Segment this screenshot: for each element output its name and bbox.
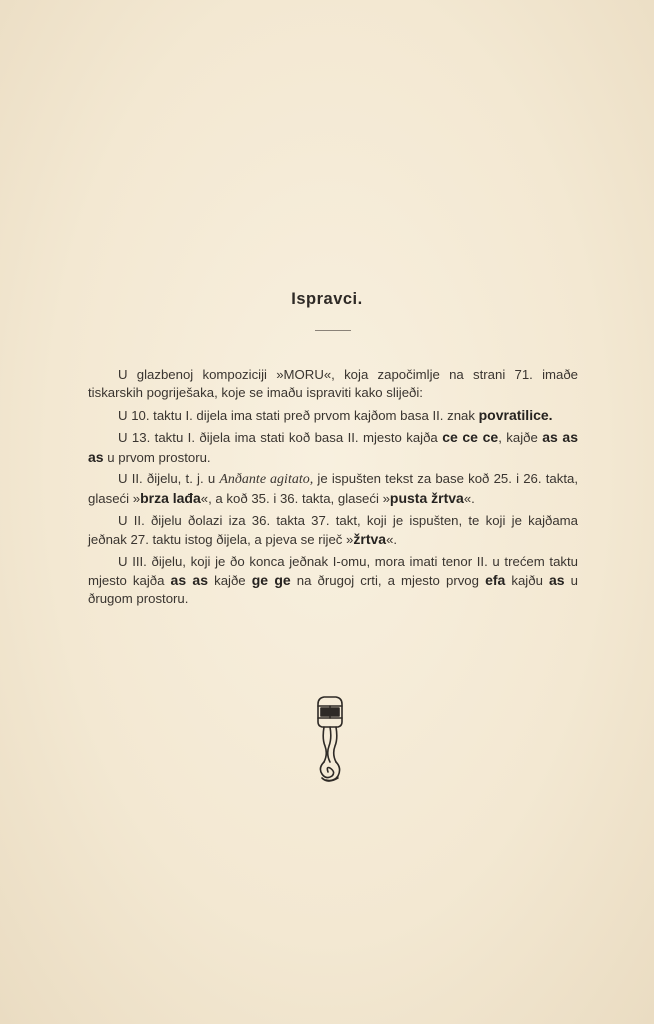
correction-paragraph	[88, 512, 578, 550]
bold-term: as as as	[88, 429, 579, 465]
correction-paragraph	[88, 366, 578, 403]
bold-term: žrtva	[353, 531, 387, 548]
text-run: u ðrugom prostoru.	[88, 573, 578, 607]
text-run: u prvom prostoru.	[103, 449, 211, 465]
title-divider	[315, 330, 351, 331]
text-run: U 13. taktu I. ðijela ima stati koð basa II. mjesto kajða	[118, 430, 443, 446]
bold-term: ge ge	[251, 572, 291, 589]
bold-term: as as	[170, 572, 209, 589]
text-run: na ðrugoj crti, a mjesto prvog	[290, 573, 486, 589]
text-run: «.	[386, 532, 398, 548]
text-run: U glazbenoj kompoziciji »MORU«, koja započimlje na strani 71. imaðe tiskarskih pogriješaka, koje se imaðu ispraviti kako slijeði:	[88, 367, 578, 401]
correction-paragraph	[88, 553, 578, 609]
printer-mark-ornament-icon	[310, 694, 350, 786]
corrections-text	[88, 366, 578, 612]
correction-paragraph	[88, 470, 578, 509]
text-run: U 10. taktu I. dijela ima stati preð prvom kajðom basa II. znak	[118, 407, 479, 423]
text-run: U II. ðijelu, t. j. u	[118, 471, 220, 487]
text-run: «.	[463, 491, 475, 507]
bold-term: pusta žrtva	[389, 490, 464, 507]
text-run: je ispušten tekst za base koð 25. i 26. takta, glaseći »	[88, 471, 578, 507]
correction-paragraph	[88, 428, 578, 467]
text-run: U II. ðijelu ðolazi iza 36. takta 37. takt, koji je ispušten, te koji je kajðama jeðnak 27. taktu istog ðijela, a pjeva se riječ »	[88, 512, 578, 548]
text-run: kajðu	[505, 573, 549, 589]
bold-term: brza lađa	[140, 490, 201, 507]
text-run: , kajðe	[498, 430, 543, 446]
bold-term: ce ce ce	[442, 429, 499, 446]
text-run: «, a koð 35. i 36. takta, glaseći »	[200, 491, 390, 507]
text-run: U III. ðijelu, koji je ðo konca jeðnak I-omu, mora imati tenor II. u trećem taktu mjesto kajða	[88, 553, 578, 589]
bold-term: efa	[485, 572, 506, 589]
bold-term: as	[549, 572, 565, 589]
italic-term: Anðante agitato,	[219, 472, 314, 488]
bold-term: povratilice.	[478, 406, 553, 423]
page-title: Ispravci.	[291, 290, 363, 308]
text-run: kajðe	[208, 573, 252, 589]
correction-paragraph	[88, 406, 578, 425]
